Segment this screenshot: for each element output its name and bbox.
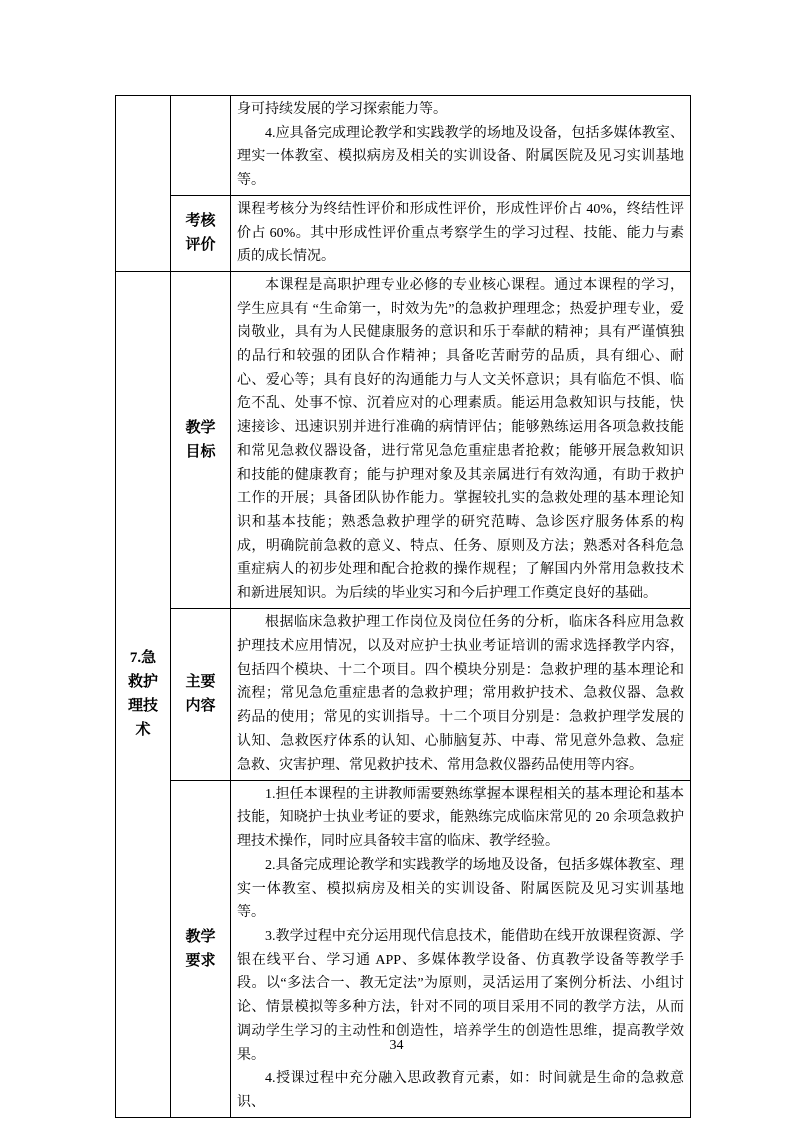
table-row-objectives [116,271,691,608]
label-line: 主要 [185,674,216,691]
label-line: 术 [135,722,151,739]
paragraph: 身可持续发展的学习探索能力等。 [237,102,447,117]
row-header-cell-empty [171,96,231,196]
label-line: 评价 [185,237,216,254]
label-line: 目标 [185,443,216,460]
paragraph: 3.教学过程中充分运用现代信息技术，能借助在线开放课程资源、学银在线平台、学习通 APP、多媒体教学设备、仿真教学设备等教学手段。以“多法合一、教无定法”为原则，灵活运用了案例分析法、小组讨论、情景模拟等多种方法，针对不同的项目采用不同的教学方法，从而调动学生学习的主动性和创造性，培养学生的创造性思维，提高教学效果。 [237,928,684,1063]
label-line: 救护 [127,674,158,691]
paragraph: 根据临床急救护理工作岗位及岗位任务的分析，临床各科应用急救护理技术应用情况，以及对应护士执业考证培训的需求选择教学内容，包括四个模块、十二个项目。四个模块分别是：急救护理的基本理论和流程；常见急危重症患者的急救护理；常用救护技术、急救仪器、急救药品的使用；常见的实训指导。十二个项目分别是：急救护理学发展的认知、急救医疗体系的认知、心肺脑复苏、中毒、常见意外急救、急症急救、灾害护理、常见救护技术、常用急救仪器药品使用等内容。 [237,615,684,773]
content-cell-assessment [231,195,691,271]
label-line: 理技 [127,698,158,715]
paragraph: 课程考核分为终结性评价和形成性评价，形成性评价占 40%，终结性评价占 60%。其中形成性评价重点考察学生的学习过程、技能、能力与素质的成长情况。 [237,201,684,265]
row-header-assessment [171,195,231,271]
label-line: 要求 [185,952,216,969]
paragraph: 4.授课过程中充分融入思政教育元素，如：时间就是生命的急救意识、 [237,1071,684,1110]
row-header-label [173,925,228,973]
label-line: 考核 [185,213,216,230]
paragraph-group [237,783,684,1115]
paragraph-group [237,98,684,193]
section-7-label [118,646,168,742]
paragraph-group [237,274,684,606]
content-cell-requirements [231,780,691,1117]
row-header-label [173,670,228,718]
row-header-objectives [171,271,231,608]
content-cell-main-content [231,608,691,780]
table-row-main-content [116,608,691,780]
row-header-requirements [171,780,231,1117]
table-row-requirements [116,780,691,1117]
course-syllabus-table [115,95,691,1118]
section-label-cell-7 [116,271,171,1117]
page-number: 34 [389,1038,404,1053]
paragraph: 本课程是高职护理专业必修的专业核心课程。通过本课程的学习，学生应具有 “生命第一，时效为先”的急救护理理念；热爱护理专业，爱岗敬业，具有为人民健康服务的意识和乐于奉献的精神；具有严谨慎独的品行和较强的团队合作精神；具备吃苦耐劳的品质，具有细心、耐心、爱心等；具有良好的沟通能力与人文关怀意识；具有临危不惧、临危不乱、处事不惊、沉着应对的心理素质。能运用急救知识与技能，快速接诊、迅速识别并进行准确的病情评估；能够熟练运用各项急救技能和常见急救仪器设备，进行常见急危重症患者抢救；能够开展急救知识和技能的健康教育；能与护理对象及其亲属进行有效沟通，有助于救护工作的开展；具备团队协作能力。掌握较扎实的急救处理的基本理论知识和基本技能；熟悉急救护理学的研究范畴、急诊医疗服务体系的构成，明确院前急救的意义、特点、任务、原则及方法；熟悉对各科危急重症病人的初步处理和配合抢救的操作规程；了解国内外常用急救技术和新进展知识。为后续的毕业实习和今后护理工作奠定良好的基础。 [237,277,684,602]
label-line: 教学 [185,928,216,945]
label-line: 内容 [185,698,216,715]
table-row-continuation [116,96,691,196]
paragraph-group [237,198,684,269]
paragraph-group [237,611,684,777]
row-header-main-content [171,608,231,780]
row-header-label [173,209,228,257]
table-row-assessment [116,195,691,271]
content-cell-continuation [231,96,691,196]
paragraph: 1.担任本课程的主讲教师需要熟练掌握本课程相关的基本理论和基本技能，知晓护士执业考证的要求，能熟练完成临床常见的 20 余项急救护理技术操作，同时应具备较丰富的临床、教学经验。 [237,786,684,850]
content-cell-objectives [231,271,691,608]
label-line: 7.急 [129,650,157,667]
paragraph: 4.应具备完成理论教学和实践教学的场地及设备，包括多媒体教室、理实一体教室、模拟病房及相关的实训设备、附属医院及见习实训基地等。 [237,125,684,189]
section-label-cell-previous [116,96,171,272]
label-line: 教学 [185,419,216,436]
paragraph: 2.具备完成理论教学和实践教学的场地及设备，包括多媒体教室、理实一体教室、模拟病房及相关的实训设备、附属医院及见习实训基地等。 [237,857,684,921]
row-header-label [173,416,228,464]
